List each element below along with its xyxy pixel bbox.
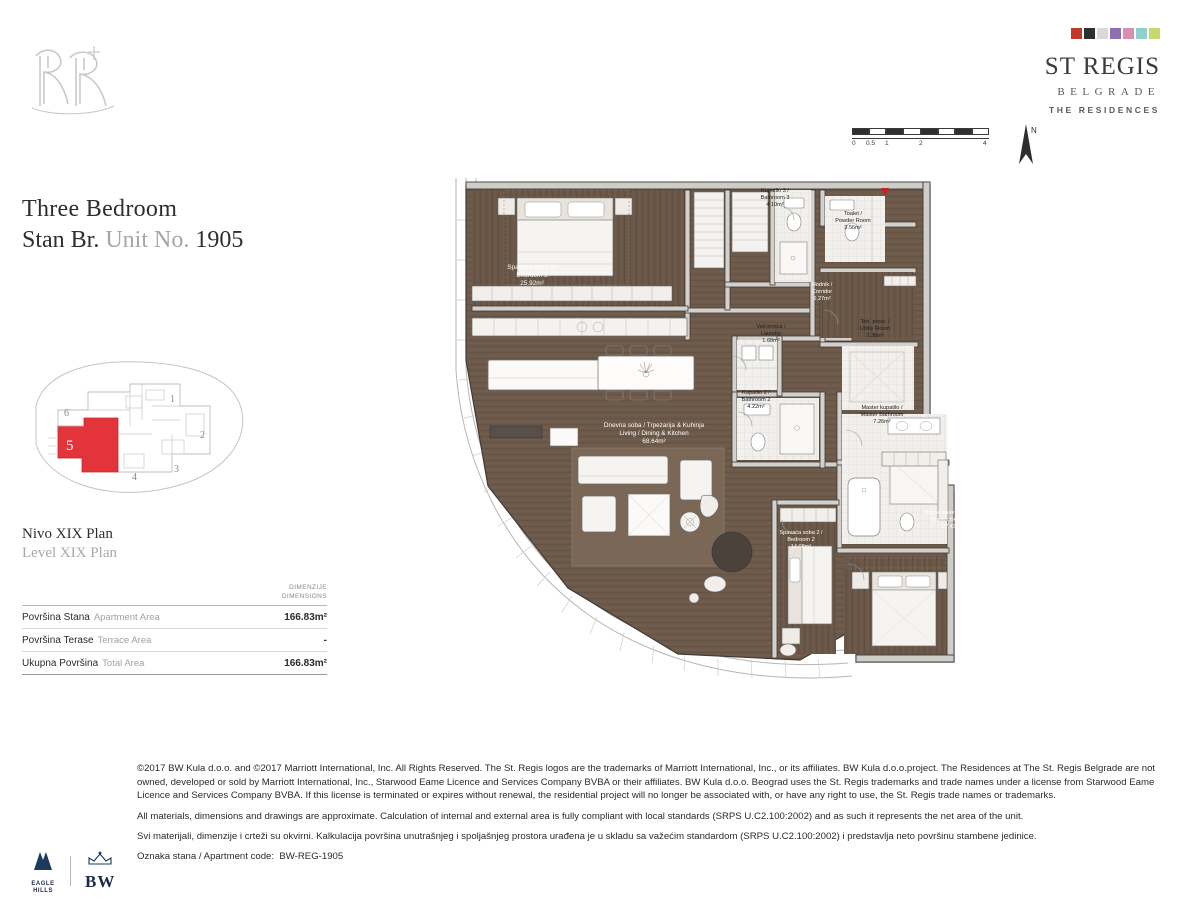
room-label-corridor-area: 6.27m² [813,296,831,303]
crown-icon [85,851,115,867]
row-label-en: Terrace Area [97,634,152,646]
scale-tick-0: 0 [852,140,856,147]
room-label-bathroom3-area: 4.10m² [766,202,784,209]
room-label-bedroom2-area: 14.08m² [790,544,812,551]
bw-logo [85,851,115,892]
keyplan-number-4: 4 [132,472,137,483]
apartment-code-line [137,850,1165,864]
apartment-code-label: Oznaka stana / Apartment code: [137,851,275,863]
keyplan-number-6: 6 [64,408,69,419]
eagle-hills-icon [30,848,56,874]
unit-label-en: Unit No. [105,227,190,253]
brand-color-swatches [1045,28,1160,39]
brand-city: BELGRADE [1057,86,1160,98]
row-label-sr: Površina Stana [22,611,90,623]
unit-number: 1905 [195,227,244,253]
room-label-master-bedroom-en: Master Bedroom [931,517,973,524]
room-label-utility-room-en: Utility Room [859,326,891,333]
swatch-6 [1136,28,1147,39]
room-label-bedroom2-en: Bedroom 2 [787,537,815,544]
room-label-master-bathroom-sr: Master kupatilo / [861,405,903,411]
room-label-master-bathroom-area: 7.26m² [873,419,891,426]
table-row [22,606,327,629]
table-row [22,629,327,652]
row-label [22,612,160,623]
brand-block [1045,28,1160,115]
keyplan-number-3: 3 [174,464,179,475]
row-label [22,658,144,669]
row-label-en: Total Area [102,657,145,669]
room-label-bedroom2-sr: Spavaća soba 2 / [779,530,823,536]
left-info-column [22,196,352,675]
dimensions-header-en: DIMENSIONS [281,592,327,600]
dimensions-header-sr: DIMENZIJE [289,584,327,591]
swatch-7 [1149,28,1160,39]
legal-paragraph-3: Svi materijali, dimenzije i crteži su okvirni. Kalkulacija površina unutrašnjeg i spoljašnjeg prostora urađena je u skladu sa važećim standardom (SRPS U.C2.100:2002) i predstavlja neto površinu stambene jedinice. [137,831,1037,843]
scale-tick-2: 2 [919,140,923,147]
room-label-utility-room-area: 3.38m² [866,333,884,340]
brand-name: ST REGIS [1044,53,1160,80]
room-label-laundry-sr: Veš ernica / [756,324,786,330]
st-regis-monogram-icon [22,38,132,123]
row-label-sr: Ukupna Površina [22,657,99,669]
swatch-3 [1097,28,1108,39]
key-plan [22,354,254,504]
room-label-master-bathroom-en: Master Bathroom [860,412,904,419]
scale-tick-4: 4 [983,140,987,147]
swatch-1 [1071,28,1082,39]
legal-disclaimer [137,762,1165,864]
floor-plan-drawing [432,160,1072,680]
level-caption [22,526,352,562]
dimensions-table [22,584,327,675]
room-label-bathroom2-en: Bathroom 2 [741,397,771,404]
swatch-4 [1110,28,1121,39]
page-title: Three Bedroom [22,196,178,222]
scale-tick-1: 1 [885,140,889,147]
room-label-laundry-en: Laundry [760,331,782,338]
room-label-corridor-sr: Hodnik / [811,282,833,288]
row-value: 166.83m² [284,611,327,623]
room-label-bathroom2-area: 4.22m² [747,404,765,411]
room-label-utility-room-sr: Teh. prost. / [860,319,890,325]
dimensions-table-header [22,584,327,606]
bw-label: BW [85,871,116,891]
legal-paragraph-2: All materials, dimensions and drawings are approximate. Calculation of internal and external area is fully compliant with local standards (SRPS U.C2.100:2002) and as such it represents the net area of the unit. [137,810,1024,822]
room-label-powder-room-sr: Toalet / [843,211,863,217]
room-label-master-bedroom-area: 27.43m² [941,524,963,531]
room-label-bedroom3-en: Bedroom 3 [516,272,548,280]
scale-bar-ticks [852,128,989,135]
row-value: - [323,634,327,646]
room-label-corridor-en: Corridor [811,289,833,296]
room-label-bedroom3-area: 25.92m² [520,280,544,288]
room-label-bathroom3-en: Bathroom 3 [760,195,790,202]
room-label-powder-room-en: Powder Room [835,218,871,225]
level-caption-en: Level XIX Plan [22,545,117,561]
eagle-hills-logo [30,848,56,894]
row-value: 166.83m² [284,657,327,669]
keyplan-number-1: 1 [170,394,175,405]
scale-bar-numbers [852,140,997,152]
apartment-code-value: BW-REG-1905 [279,851,344,863]
room-label-bathroom3-sr: Kupatilo 3 / [761,188,789,194]
keyplan-number-5-highlighted: 5 [66,438,74,454]
keyplan-number-2: 2 [200,430,205,441]
room-label-living-dining-kitchen-en: Living / Dining & Kitchen [619,430,689,438]
room-label-laundry-area: 1.68m² [762,338,780,345]
footer-logos [30,848,115,894]
row-label-sr: Površina Terase [22,634,94,646]
unit-label-sr: Stan Br. [22,227,100,253]
scale-tick-05: 0.5 [866,140,876,147]
scale-bar-line [852,138,989,139]
logo-divider [70,856,71,886]
swatch-2 [1084,28,1095,39]
row-label [22,635,151,646]
room-label-master-bedroom-sr: Master spavaća soba / [923,510,981,516]
swatch-5 [1123,28,1134,39]
level-caption-sr: Nivo XIX Plan [22,526,113,542]
room-label-living-dining-kitchen-area: 68.64m² [642,438,666,446]
room-label-bedroom3-sr: Spavaća soba 3 / [507,264,557,271]
room-label-powder-room-area: 3.56m² [844,225,862,232]
unit-title-line [22,227,352,254]
brand-tagline: THE RESIDENCES [1048,105,1160,115]
room-label-bathroom2-sr: Kupatilo 2 / [742,390,770,396]
room-label-living-dining-kitchen-sr: Dnevna soba / Trpezarija & Kuhinja [603,422,705,429]
svg-text:N: N [1031,126,1037,135]
eagle-hills-label: EAGLE HILLS [31,881,55,894]
row-label-en: Apartment Area [93,611,160,623]
scale-bar [852,128,997,152]
table-row [22,652,327,675]
legal-paragraph-1: ©2017 BW Kula d.o.o. and ©2017 Marriott International, Inc. All Rights Reserved. The St. Regis logos are the trademarks of Marriott International, Inc., or its affiliates. BW Kula d.o.o.project. The Residences at The St. Regis Belgrade are not owned, developed or sold by Marriott International, Inc., Starwood Eame Licence and Services Company BVBA or their affiliates. BW Kula d.o.o. Beograd uses the St. Regis trademarks and trade names under a license from Starwood Eame Licence and Services Company BVBA. If this license is terminated or expires without renewal, the residential project will no longer be associated with, or have any right to use, the St. Regis trade names or trademarks. [137,763,1156,802]
